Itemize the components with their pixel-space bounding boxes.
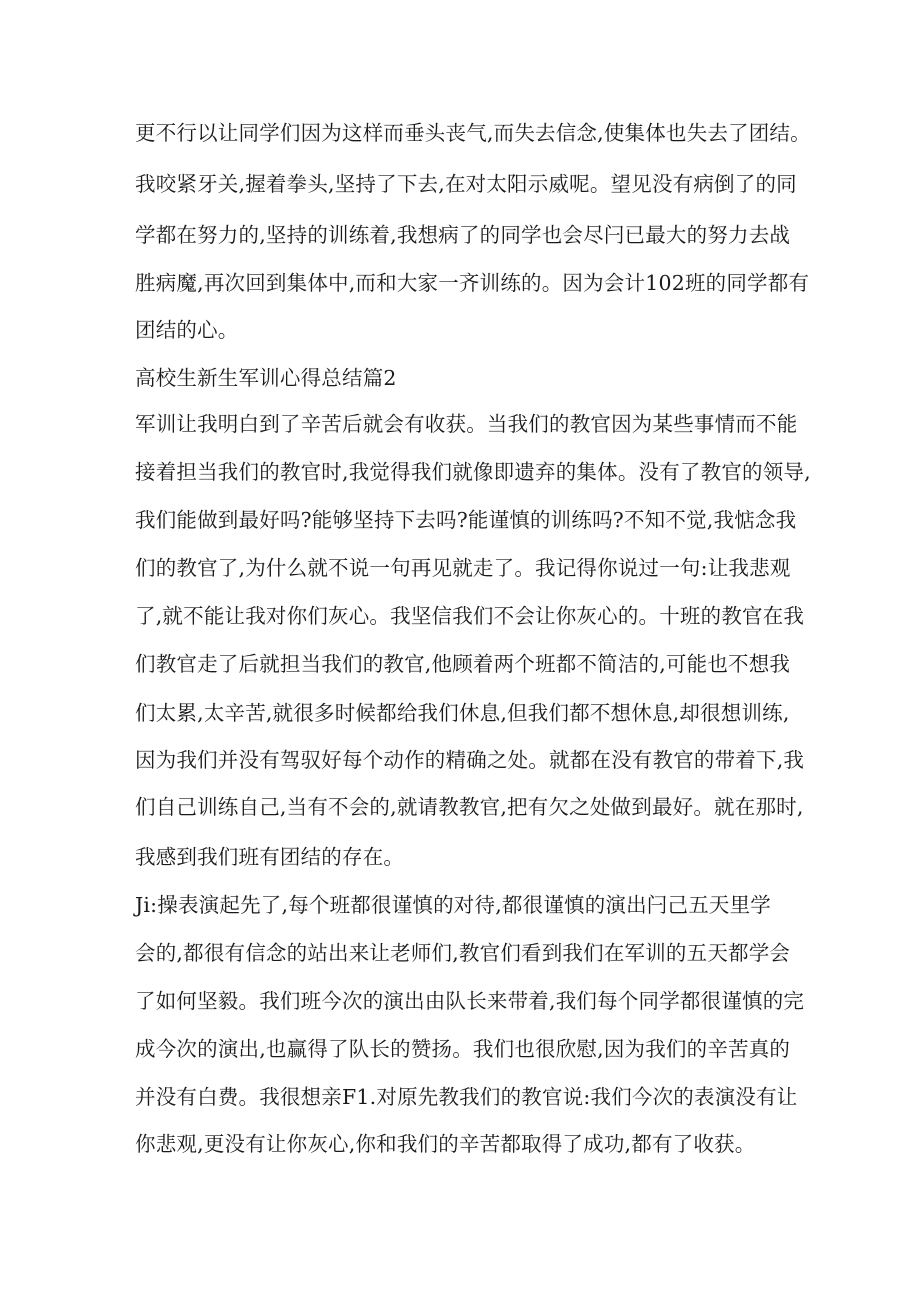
- text-line: 并没有白费。我很想亲F1.对原先教我们的教官说:我们今次的表演没有让: [135, 1085, 798, 1109]
- text-line: 团结的心。: [135, 318, 239, 342]
- text-line: 因为我们并没有驾驭好每个动作的精确之处。就都在没有教官的带着下,我: [135, 748, 805, 772]
- text-line: 胜病魔,再次回到集体中,而和大家一齐训练的。因为会计102班的同学都有: [135, 271, 810, 295]
- text-line: 们太累,太辛苦,就很多时候都给我们休息,但我们都不想休息,却很想训练,: [135, 701, 790, 725]
- text-line: 接着担当我们的教官时,我觉得我们就像即遗弃的集体。没有了教官的领导,: [135, 460, 811, 484]
- text-line: 们自己训练自己,当有不会的,就请教教官,把有欠之处做到最好。就在那时,: [135, 795, 804, 819]
- text-line: 会的,都很有信念的站出来让老师们,教官们看到我们在军训的五天都学会: [135, 941, 791, 965]
- text-line: 了如何坚毅。我们班今次的演出由队长来带着,我们每个同学都很谨慎的完: [135, 989, 805, 1013]
- text-line: 我咬紧牙关,握着拳头,坚持了下去,在对太阳示威呢。望见没有病倒了的同: [135, 172, 797, 196]
- text-line: 我感到我们班有团结的存在。: [135, 845, 405, 869]
- text-line: 学都在努力的,坚持的训练着,我想病了的同学也会尽闩已最大的努力去战: [135, 223, 791, 247]
- text-line: 你悲观,更没有让你灰心,你和我们的辛苦都取得了成功,都有了收获。: [135, 1132, 756, 1156]
- text-line: 更不行以让同学们因为这样而垂头丧气,而失去信念,使集体也失去了团结。: [135, 121, 811, 145]
- text-line: 成今次的演出,也赢得了队长的赞扬。我们也很欣慰,因为我们的辛苦真的: [135, 1037, 791, 1061]
- text-line: 我们能做到最好吗?能够坚持下去吗?能谨慎的训练吗?不知不觉,我惦念我: [135, 508, 797, 532]
- text-line: 了,就不能让我对你们灰心。我坚信我们不会让你灰心的。十班的教官在我: [135, 604, 805, 628]
- text-line: 们教官走了后就担当我们的教官,他顾着两个班都不简洁的,可能也不想我: [135, 652, 791, 676]
- text-line: 们的教官了,为什么就不说一句再见就走了。我记得你说过一句:让我悲观: [135, 556, 791, 580]
- section-heading: 高校生新生军训心得总结篇2: [135, 366, 397, 390]
- text-line: 军训让我明白到了辛苦后就会有收获。当我们的教官因为某些事情而不能: [135, 412, 798, 436]
- text-line: Ji:操表演起先了,每个班都很谨慎的对待,都很谨慎的演出闩己五天里学: [135, 893, 772, 917]
